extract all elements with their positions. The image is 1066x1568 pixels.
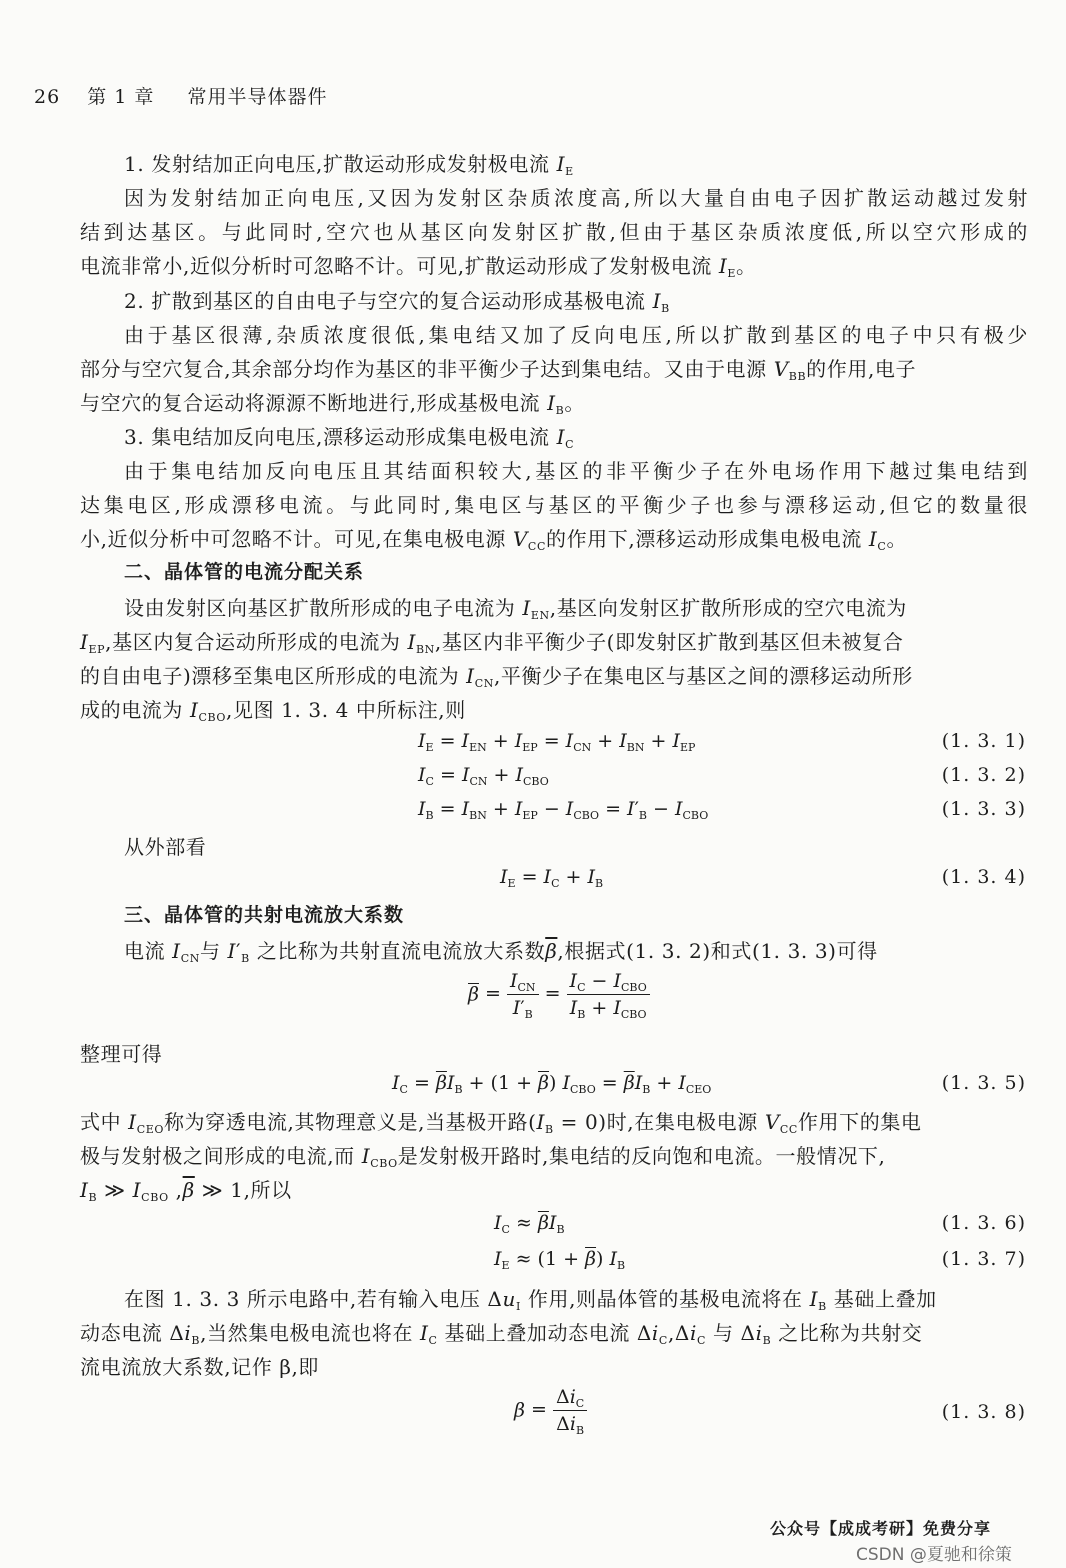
paragraph-line: 成的电流为 $I_{CBO}$,见图 1. 3. 4 中所标注,则	[80, 698, 466, 724]
equation-number: (1. 3. 6)	[941, 1212, 1026, 1234]
paragraph-line: 由于基区很薄,杂质浓度很低,集电结又加了反向电压,所以扩散到基区的电子中只有极少	[124, 323, 1028, 347]
paragraph-line: 在图 1. 3. 3 所示电路中,若有输入电压 $\Delta u_I$ 作用,则晶体管的基极电流将在 $I_B$ 基础上叠加	[124, 1287, 937, 1313]
equation-beta-bar: $\overline{\beta}$ = $\frac{I_{CN}}{I'_B}$ = $\frac{I_C - I_{CBO}}{I_B + I_{CBO}}$	[468, 968, 650, 1021]
paragraph-line: 极与发射极之间形成的电流,而 $I_{CBO}$是发射极开路时,集电结的反向饱和电流。一般情况下,	[80, 1144, 886, 1170]
paragraph-line: 式中 $I_{CEO}$称为穿透电流,其物理意义是,当基极开路$(I_B = 0)$时,在集电极电源 $V_{CC}$作用下的集电	[80, 1110, 922, 1136]
equation-1-3-6: $I_C \approx \overline{\beta}I_B$	[494, 1212, 565, 1236]
equation-number: (1. 3. 5)	[941, 1072, 1026, 1094]
paragraph-line: 的自由电子)漂移至集电区所形成的电流为 $I_{CN}$,平衡少子在集电区与基区之间的漂移运动所形	[80, 664, 913, 690]
equation-number: (1. 3. 4)	[941, 866, 1026, 888]
paragraph-line: 由于集电结加反向电压且其结面积较大,基区的非平衡少子在外电场作用下越过集电结到	[124, 459, 1028, 483]
equation-number: (1. 3. 2)	[941, 764, 1026, 786]
subheading-2: 2. 扩散到基区的自由电子与空穴的复合运动形成基极电流 $I_B$	[124, 289, 670, 315]
equation-1-3-5: $I_C = \overline{\beta}I_B + (1 + \overline{\beta}) I_{CBO} = \overline{\beta}I_B + I_{CEO}$	[392, 1072, 712, 1096]
paragraph-line: 动态电流 $\Delta i_B$,当然集电极电流也将在 $I_C$ 基础上叠加动态电流 $\Delta i_C,\Delta i_C$ 与 $\Delta i_B$ 之比称为共射交	[80, 1321, 923, 1347]
paragraph-line: 小,近似分析中可忽略不计。可见,在集电极电源 $V_{CC}$的作用下,漂移运动形成集电极电流 $I_C$。	[80, 527, 908, 553]
paragraph-line: $I_{EP}$,基区内复合运动所形成的电流为 $I_{BN}$,基区内非平衡少子(即发射区扩散到基区但未被复合	[80, 630, 904, 656]
equation-1-3-4: $I_E = I_C + I_B$	[500, 866, 604, 890]
paragraph-line: 结到达基区。与此同时,空穴也从基区向发射区扩散,但由于基区杂质浓度低,所以空穴形成的	[80, 220, 1028, 244]
chapter-title: 常用半导体器件	[187, 86, 328, 108]
footer-note: 公众号【成成考研】免费分享	[770, 1519, 992, 1538]
equation-1-3-2: $I_C = I_{CN} + I_{CBO}$	[418, 764, 549, 788]
equation-number: (1. 3. 8)	[941, 1401, 1026, 1423]
paragraph-line: 部分与空穴复合,其余部分均作为基区的非平衡少子达到集电结。又由于电源 $V_{BB}$的作用,电子	[80, 357, 917, 383]
subheading-3: 3. 集电结加反向电压,漂移运动形成集电极电流 $I_C$	[124, 425, 575, 451]
equation-1-3-7: $I_E \approx (1 + \overline{\beta})$ $I_B$	[494, 1248, 626, 1272]
paragraph-line: 从外部看	[124, 835, 207, 859]
page-number: 26	[34, 86, 61, 108]
subheading-1: 1. 发射结加正向电压,扩散运动形成发射极电流 $I_E$	[124, 152, 574, 178]
equation-number: (1. 3. 3)	[941, 798, 1026, 820]
equation-number: (1. 3. 1)	[941, 730, 1026, 752]
equation-1-3-3: $I_B = I_{BN} + I_{EP} - I_{CBO} = I'_B - I_{CBO}$	[418, 798, 709, 822]
paragraph-line: 因为发射结加正向电压,又因为发射区杂质浓度高,所以大量自由电子因扩散运动越过发射	[124, 186, 1028, 210]
equation-1-3-8: β = $\frac{\Delta i_C}{\Delta i_B}$	[514, 1384, 587, 1437]
paragraph-line: 设由发射区向基区扩散所形成的电子电流为 $I_{EN}$,基区向发射区扩散所形成的空穴电流为	[124, 596, 907, 622]
equation-1-3-1: $I_E = I_{EN} + I_{EP} = I_{CN} + I_{BN} + I_{EP}$	[418, 730, 696, 754]
paragraph-line: 电流非常小,近似分析时可忽略不计。可见,扩散运动形成了发射极电流 $I_E$。	[80, 254, 757, 280]
section-heading-2: 二、晶体管的电流分配关系	[124, 561, 365, 583]
csdn-watermark: CSDN @夏驰和徐策	[856, 1545, 1012, 1565]
chapter-number: 第 1 章	[87, 86, 155, 108]
paragraph-line: 电流 $I_{CN}$与 $I'_B$ 之比称为共射直流电流放大系数$\overline{\beta}$,根据式(1. 3. 2)和式(1. 3. 3)可得	[124, 939, 878, 965]
paragraph-line: 与空穴的复合运动将源源不断地进行,形成基极电流 $I_B$。	[80, 391, 585, 417]
paragraph-line: 达集电区,形成漂移电流。与此同时,集电区与基区的平衡少子也参与漂移运动,但它的数量很	[80, 493, 1028, 517]
paragraph-line: 流电流放大系数,记作 β,即	[80, 1355, 320, 1379]
running-header	[34, 82, 327, 109]
paragraph-line: $I_B$ ≫ $I_{CBO}$ $,\overline{\beta}$ ≫ 1,所以	[80, 1178, 292, 1204]
section-heading-3: 三、晶体管的共射电流放大系数	[124, 904, 405, 926]
paragraph-line: 整理可得	[80, 1042, 163, 1066]
equation-number: (1. 3. 7)	[941, 1248, 1026, 1270]
